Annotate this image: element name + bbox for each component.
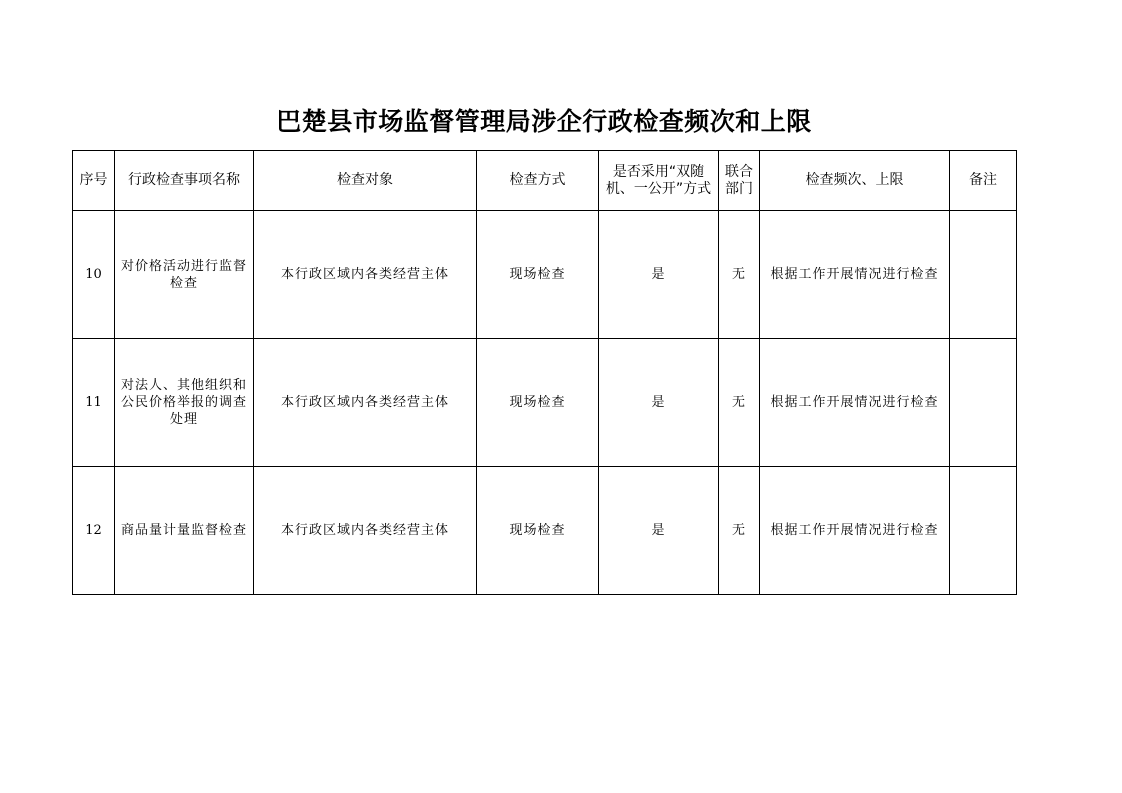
cell-frequency: 根据工作开展情况进行检查: [760, 467, 950, 595]
header-random: 是否采用“双随机、一公开”方式: [599, 151, 719, 211]
cell-seq: 11: [73, 339, 115, 467]
header-seq: 序号: [73, 151, 115, 211]
cell-object: 本行政区域内各类经营主体: [254, 467, 477, 595]
cell-random: 是: [599, 467, 719, 595]
cell-random: 是: [599, 339, 719, 467]
header-method: 检查方式: [477, 151, 599, 211]
cell-remark: [950, 339, 1017, 467]
header-object: 检查对象: [254, 151, 477, 211]
cell-method: 现场检查: [477, 339, 599, 467]
cell-joint: 无: [719, 467, 760, 595]
cell-item-name: 商品量计量监督检查: [115, 467, 254, 595]
cell-method: 现场检查: [477, 467, 599, 595]
cell-method: 现场检查: [477, 211, 599, 339]
header-joint: 联合部门: [719, 151, 760, 211]
cell-frequency: 根据工作开展情况进行检查: [760, 211, 950, 339]
cell-object: 本行政区域内各类经营主体: [254, 339, 477, 467]
cell-object: 本行政区域内各类经营主体: [254, 211, 477, 339]
cell-remark: [950, 211, 1017, 339]
cell-seq: 12: [73, 467, 115, 595]
inspection-table: [72, 150, 1017, 595]
cell-random: 是: [599, 211, 719, 339]
header-item-name: 行政检查事项名称: [115, 151, 254, 211]
cell-joint: 无: [719, 211, 760, 339]
cell-seq: 10: [73, 211, 115, 339]
table-row: [73, 211, 1017, 339]
table-row: [73, 339, 1017, 467]
page-title: 巴楚县市场监督管理局涉企行政检查频次和上限: [276, 107, 812, 136]
cell-remark: [950, 467, 1017, 595]
header-remark: 备注: [950, 151, 1017, 211]
table-row: [73, 467, 1017, 595]
cell-frequency: 根据工作开展情况进行检查: [760, 339, 950, 467]
cell-item-name: 对法人、其他组织和公民价格举报的调查处理: [115, 339, 254, 467]
cell-item-name: 对价格活动进行监督检查: [115, 211, 254, 339]
cell-joint: 无: [719, 339, 760, 467]
table-header-row: [73, 151, 1017, 211]
header-frequency: 检查频次、上限: [760, 151, 950, 211]
